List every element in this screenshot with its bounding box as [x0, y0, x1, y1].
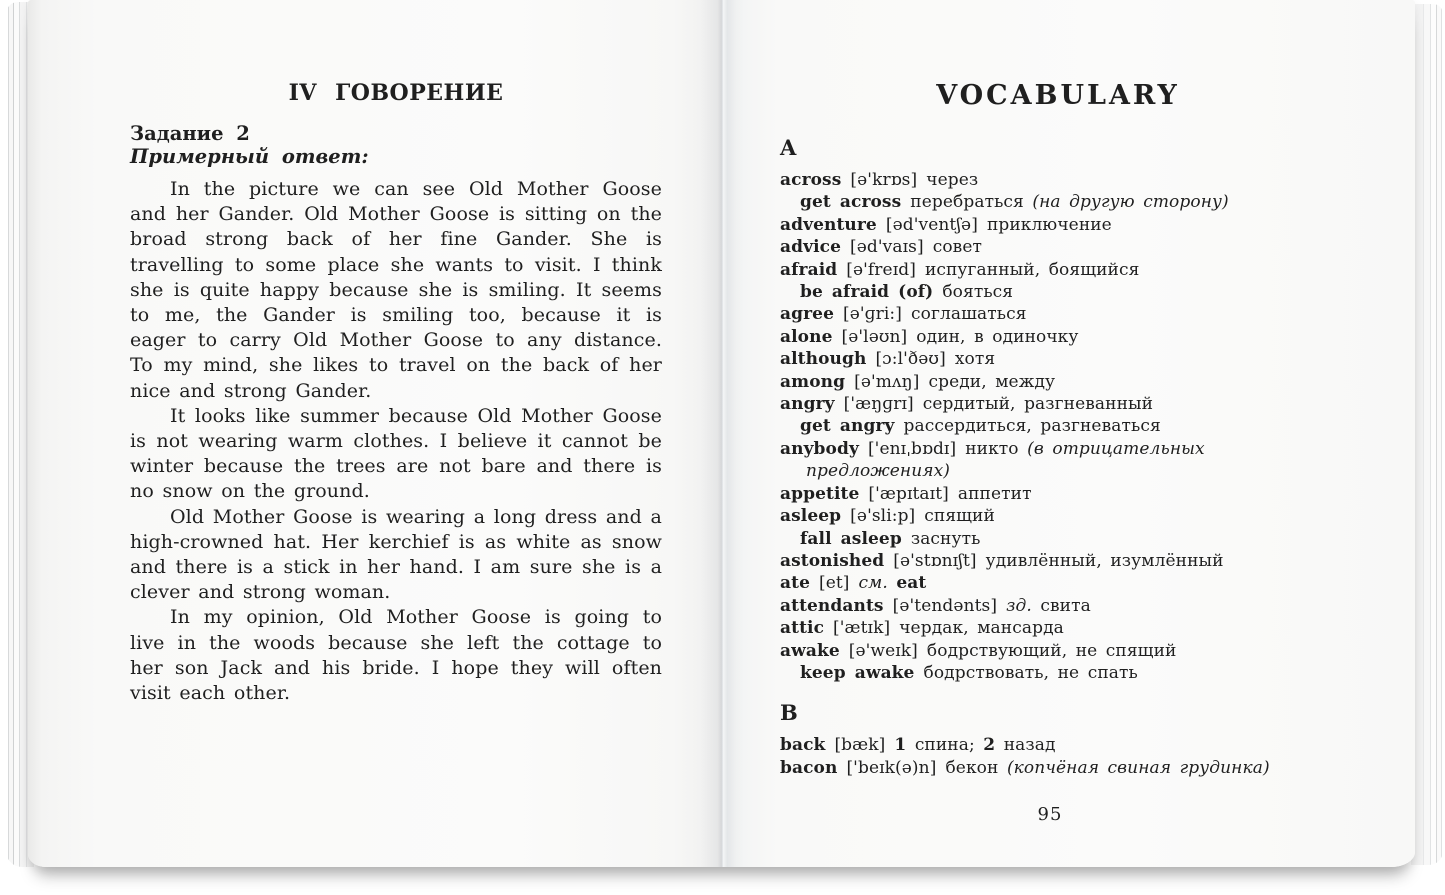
paragraph: In the picture we can see Old Mother Goose and her Gander. Old Mother Goose is sitting on the broad strong back of her fine Gander. She is travelling to some place she wants to visit. I think she is quite happy because she is smiling. It seems to me, the Gander is smiling too, because it is eager to carry Old Mother Goose to any distance. To my mind, she likes to travel on the back of her nice and strong Gander. [130, 178, 662, 402]
vocab-entry [780, 483, 1336, 505]
vocab-entry [780, 214, 1336, 236]
right-page-edge-stack [1411, 4, 1443, 865]
transcription: [bæk] [834, 735, 886, 756]
transcription: ['enɪˌbɒdɪ] [867, 438, 957, 459]
vocab-entry [780, 348, 1336, 370]
headword: angry [780, 394, 835, 415]
headword: afraid [780, 259, 838, 280]
vocab-entry [780, 438, 1336, 483]
translation: зд. свита [1006, 595, 1091, 616]
transcription: [ə'krɒs] [850, 170, 918, 190]
section-letter-b: B [780, 700, 798, 726]
headword: agree [780, 304, 834, 325]
answer-label: Примерный ответ: [130, 145, 369, 168]
translation: бояться [942, 282, 1014, 303]
headword: back [780, 735, 826, 756]
vocab-entry [780, 572, 1336, 594]
vocab-entry [800, 528, 1336, 550]
headword: advice [780, 237, 842, 258]
vocab-entry [780, 303, 1336, 325]
page-number: 95 [1037, 804, 1063, 825]
translation: аппетит [957, 483, 1032, 504]
headword: keep awake [800, 662, 915, 683]
translation: бодрствовать, не спать [923, 662, 1138, 683]
vocab-entry [800, 662, 1336, 684]
left-page-content [130, 80, 662, 706]
transcription: [ə'stɒnɪʃt] [893, 550, 977, 571]
headword: get across [800, 192, 902, 213]
vocab-entry [780, 734, 1336, 756]
vocab-entry [780, 236, 1336, 258]
translation: рассердиться, разгневаться [903, 416, 1161, 437]
book-gutter [700, 0, 744, 867]
vocab-entry [800, 191, 1336, 213]
vocab-entry [780, 550, 1336, 572]
vocab-entry [780, 640, 1336, 662]
transcription: ['æŋɡrɪ] [843, 394, 914, 415]
vocab-entry [780, 595, 1336, 617]
transcription: ['beɪk(ə)n] [846, 757, 937, 778]
transcription: [ə'sli:p] [850, 506, 916, 527]
vocab-entry [780, 617, 1336, 639]
vocab-list [780, 135, 1336, 779]
vocab-entry [800, 415, 1336, 437]
transcription: [ə'mʌŋ] [854, 371, 920, 392]
vocab-entry [780, 326, 1336, 348]
headword: across [780, 170, 842, 190]
translation: см. eat [858, 573, 927, 594]
vocab-entry [780, 371, 1336, 393]
transcription: [ə'ɡri:] [843, 304, 902, 325]
right-page-content [780, 80, 1336, 779]
headword: adventure [780, 214, 877, 235]
transcription: [əd'vaɪs] [850, 237, 924, 258]
translation: заснуть [910, 528, 981, 549]
translation: 1 спина; 2 назад [894, 735, 1056, 756]
headword: asleep [780, 506, 842, 527]
headword: anybody [780, 438, 859, 459]
transcription: [ə'weɪk] [848, 640, 918, 661]
translation: через [926, 170, 979, 190]
translation: соглашаться [910, 304, 1027, 325]
headword: ate [780, 573, 810, 594]
translation: среди, между [928, 371, 1056, 392]
headword: although [780, 349, 867, 370]
vocabulary-title: VOCABULARY [936, 80, 1180, 111]
translation: испуганный, боящийся [924, 259, 1140, 280]
translation: один, в одиночку [916, 326, 1079, 347]
headword: astonished [780, 550, 885, 571]
translation: бодрствующий, не спящий [926, 640, 1177, 661]
transcription: [ɔ:l'ðəʊ] [875, 349, 946, 370]
vocab-entry [780, 505, 1336, 527]
section-letter-a: A [780, 135, 797, 160]
headword: attendants [780, 595, 884, 616]
transcription: [et] [818, 573, 850, 594]
headword: attic [780, 618, 825, 639]
transcription: ['ætɪk] [833, 618, 891, 639]
headword: alone [780, 326, 833, 347]
section-title: IV ГОВОРЕНИЕ [288, 80, 504, 106]
transcription: [ə'freɪd] [846, 259, 916, 280]
headword: among [780, 371, 846, 392]
translation: бекон (копчёная свиная грудинка) [945, 757, 1270, 778]
headword: awake [780, 640, 840, 661]
vocab-entry [780, 259, 1336, 281]
translation: чердак, мансарда [899, 618, 1064, 639]
vocab-entry [800, 281, 1336, 303]
headword: appetite [780, 483, 860, 504]
translation: никто (в отрицательных предложениях) [806, 438, 1205, 482]
transcription: [ə'ləʊn] [841, 326, 908, 347]
headword: fall asleep [800, 528, 902, 549]
vocab-entry [780, 393, 1336, 415]
paragraph: In my opinion, Old Mother Goose is going to live in the woods because she left the cottage to her son Jack and his bride. I hope they will often visit each other. [130, 606, 662, 705]
transcription: [ə'tendənts] [892, 595, 998, 616]
translation: спящий [924, 506, 995, 527]
transcription: [əd'ventʃə] [885, 214, 978, 235]
translation: перебраться (на другую сторону) [910, 192, 1229, 213]
paragraph: Old Mother Goose is wearing a long dress and a high-crowned hat. Her kerchief is as white as snow and there is a stick in her hand. I am sure she is a clever and strong woman. [130, 505, 662, 604]
translation: удивлённый, изумлённый [985, 550, 1224, 571]
headword: bacon [780, 757, 838, 778]
paragraphs [130, 177, 662, 706]
translation: совет [932, 237, 982, 258]
translation: хотя [954, 349, 996, 370]
paragraph: It looks like summer because Old Mother Goose is not wearing warm clothes. I believe it cannot be winter because the trees are not bare and there is no snow on the ground. [130, 404, 662, 503]
transcription: ['æpɪtaɪt] [868, 483, 949, 504]
translation: сердитый, разгневанный [922, 394, 1154, 415]
headword: get angry [800, 416, 895, 437]
vocab-entry [780, 757, 1336, 779]
translation: приключение [986, 214, 1112, 235]
task-label: Задание 2 [130, 122, 250, 145]
vocab-entry [780, 169, 1336, 191]
headword: be afraid (of) [800, 282, 934, 303]
